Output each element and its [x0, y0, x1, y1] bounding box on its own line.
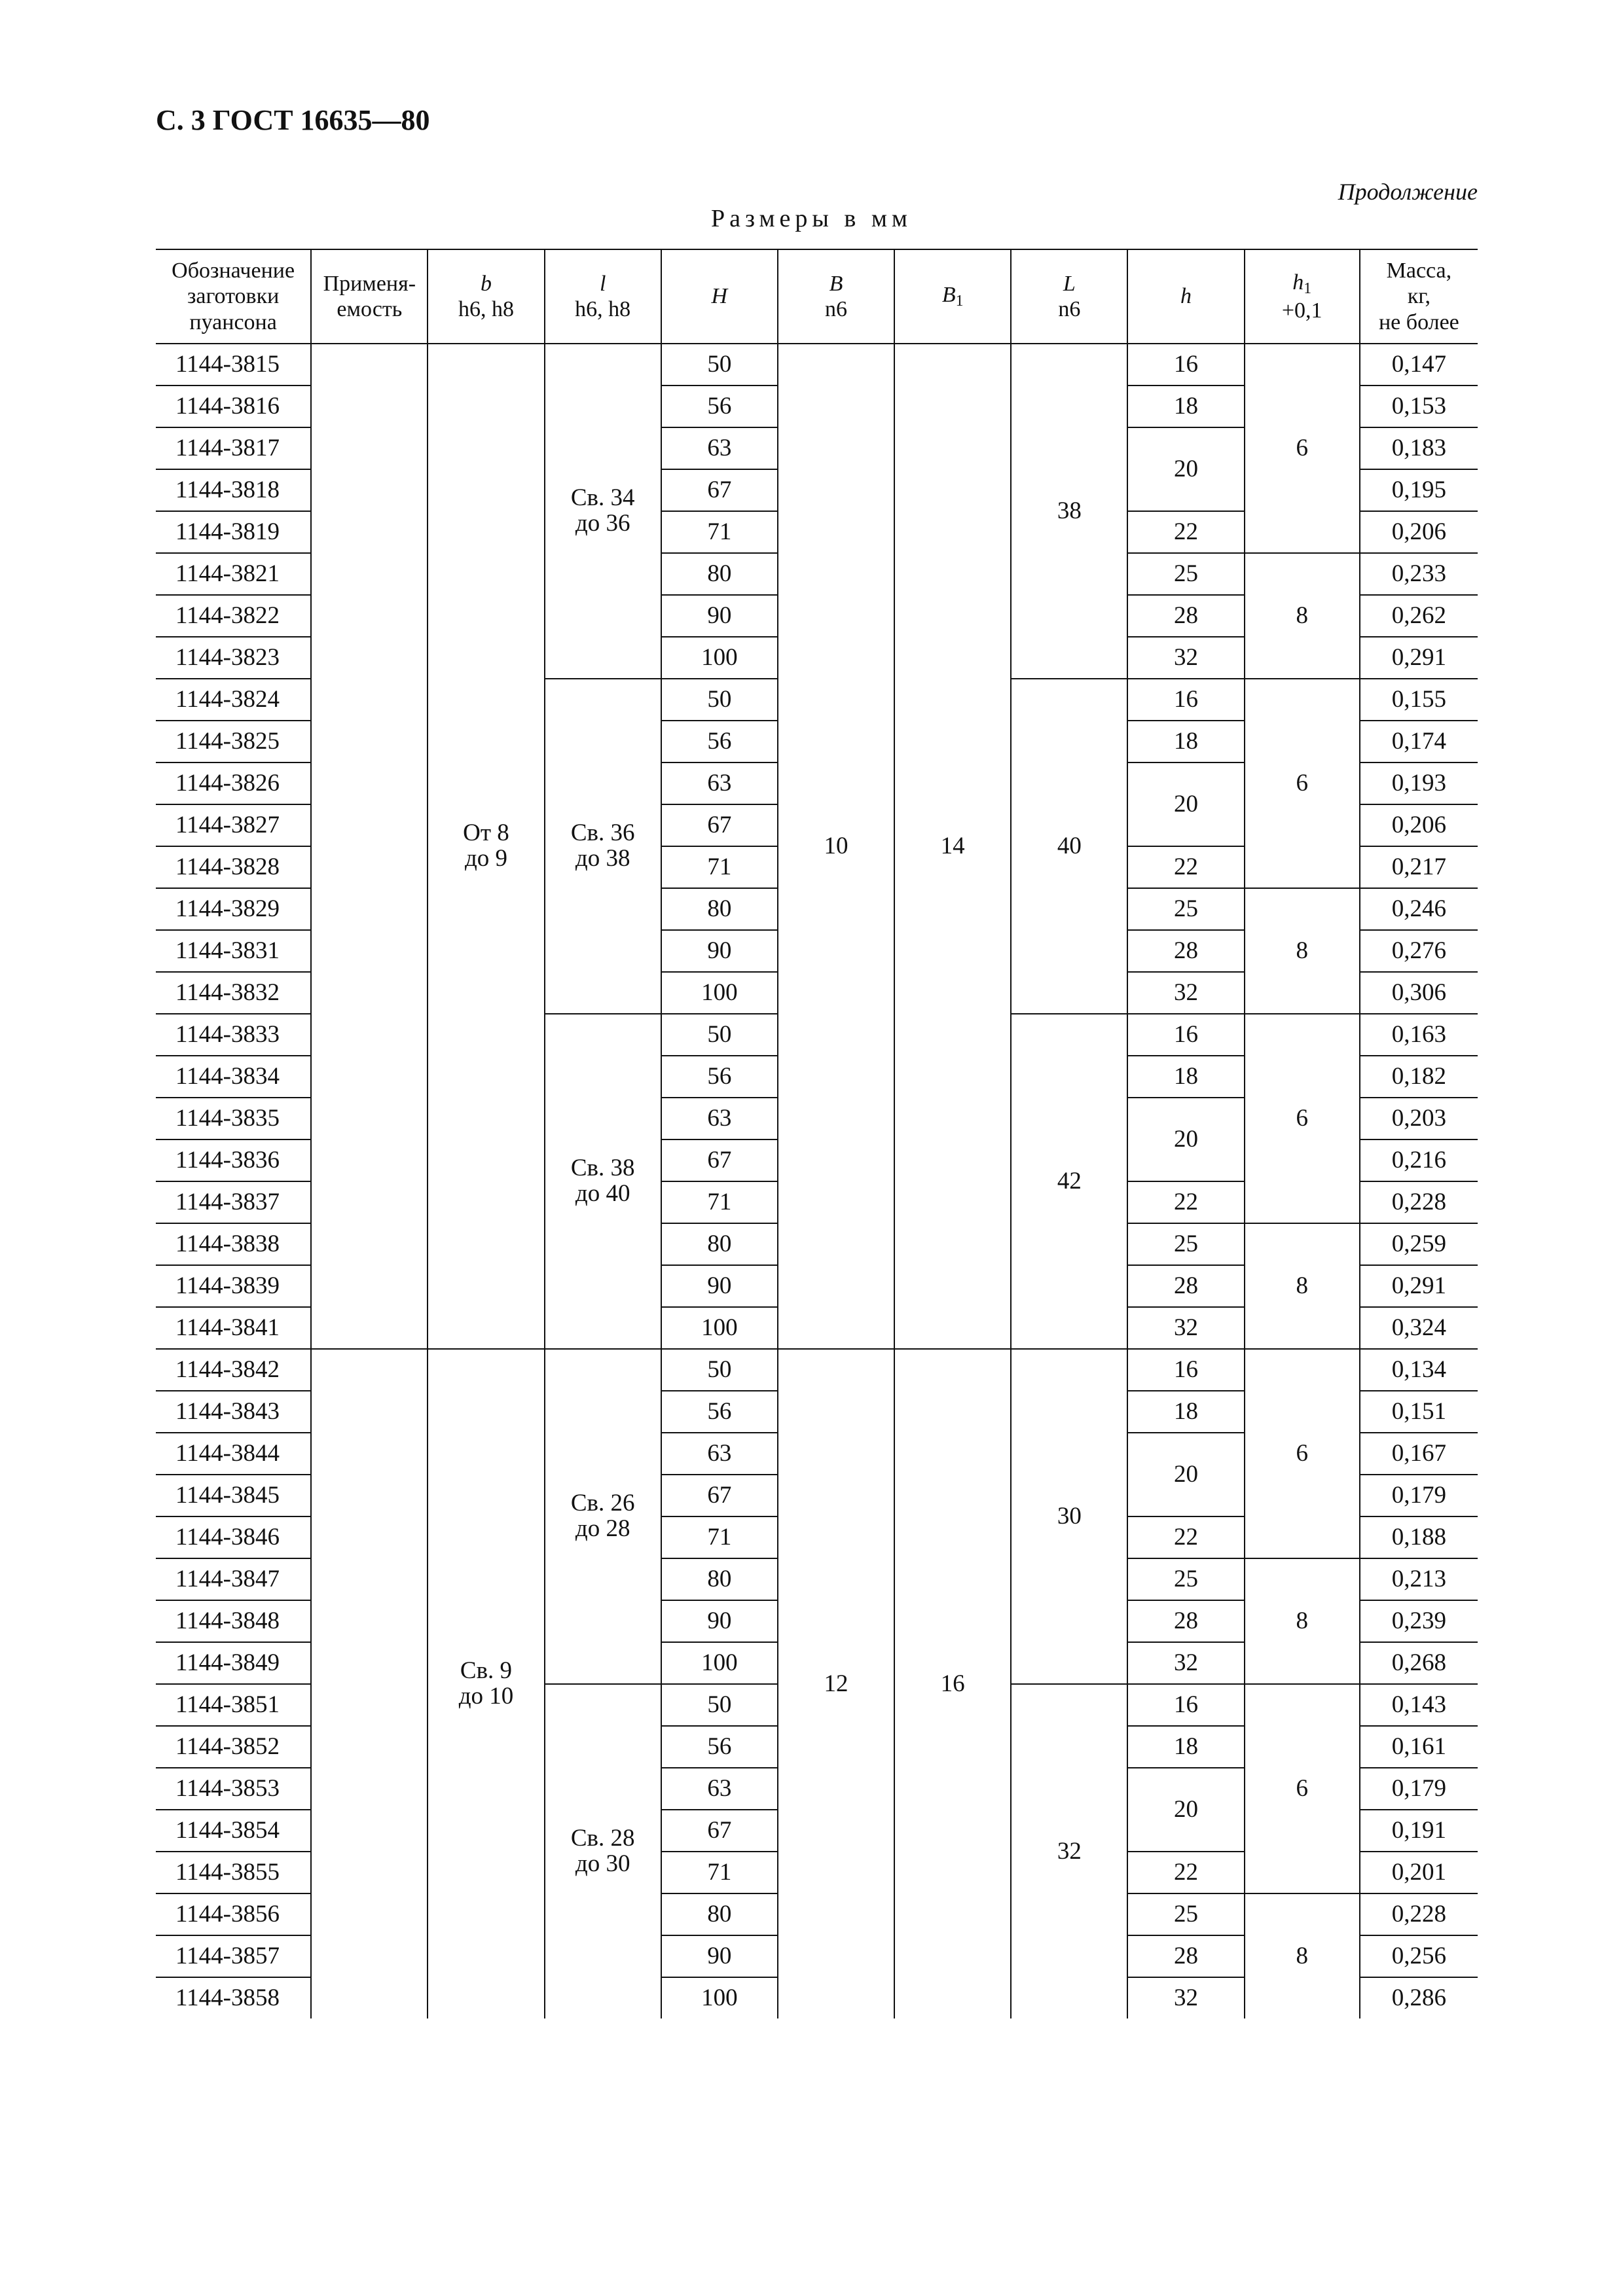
H-cell: 63	[661, 1768, 778, 1810]
l-cell: Св. 36 до 38	[545, 679, 661, 1014]
mass-cell: 0,188	[1360, 1516, 1478, 1558]
designation-cell: 1144-3841	[156, 1307, 311, 1349]
mass-cell: 0,134	[1360, 1349, 1478, 1391]
H-cell: 90	[661, 595, 778, 637]
mass-cell: 0,163	[1360, 1014, 1478, 1056]
mass-cell: 0,259	[1360, 1223, 1478, 1265]
designation-cell: 1144-3853	[156, 1768, 311, 1810]
col-B-header: B n6	[778, 249, 894, 344]
H-cell: 80	[661, 1558, 778, 1600]
col-designation-header: Обозначение заготовки пуансона	[156, 249, 311, 344]
table-row	[156, 344, 1478, 386]
mass-cell: 0,268	[1360, 1642, 1478, 1684]
H-cell: 67	[661, 469, 778, 511]
designation-cell: 1144-3838	[156, 1223, 311, 1265]
designation-cell: 1144-3817	[156, 427, 311, 469]
designation-cell: 1144-3857	[156, 1935, 311, 1977]
h-cell: 28	[1127, 1265, 1244, 1307]
h-cell: 22	[1127, 1516, 1244, 1558]
h1-cell: 6	[1245, 1014, 1360, 1223]
designation-cell: 1144-3828	[156, 846, 311, 888]
H-cell: 80	[661, 553, 778, 595]
B1-cell: 14	[894, 344, 1011, 1349]
h-cell: 28	[1127, 930, 1244, 972]
h-cell: 20	[1127, 427, 1244, 511]
designation-cell: 1144-3836	[156, 1139, 311, 1181]
mass-cell: 0,193	[1360, 762, 1478, 804]
H-cell: 67	[661, 1810, 778, 1852]
H-cell: 50	[661, 1014, 778, 1056]
h-cell: 18	[1127, 721, 1244, 762]
continuation-label: Продолжение	[1338, 179, 1478, 205]
mass-cell: 0,228	[1360, 1181, 1478, 1223]
L-cell: 30	[1011, 1349, 1127, 1684]
h-cell: 22	[1127, 1181, 1244, 1223]
mass-cell: 0,324	[1360, 1307, 1478, 1349]
mass-cell: 0,306	[1360, 972, 1478, 1014]
h-cell: 22	[1127, 846, 1244, 888]
mass-cell: 0,233	[1360, 553, 1478, 595]
b-cell: От 8 до 9	[428, 344, 544, 1349]
designation-cell: 1144-3818	[156, 469, 311, 511]
mass-cell: 0,179	[1360, 1475, 1478, 1516]
mass-cell: 0,228	[1360, 1893, 1478, 1935]
h-cell: 20	[1127, 762, 1244, 846]
designation-cell: 1144-3825	[156, 721, 311, 762]
H-cell: 90	[661, 1935, 778, 1977]
h-cell: 28	[1127, 595, 1244, 637]
mass-cell: 0,203	[1360, 1098, 1478, 1139]
h-cell: 25	[1127, 888, 1244, 930]
designation-cell: 1144-3854	[156, 1810, 311, 1852]
l-cell: Св. 28 до 30	[545, 1684, 661, 2018]
H-cell: 100	[661, 972, 778, 1014]
designation-cell: 1144-3826	[156, 762, 311, 804]
L-cell: 42	[1011, 1014, 1127, 1349]
h-cell: 22	[1127, 1852, 1244, 1893]
designation-cell: 1144-3831	[156, 930, 311, 972]
H-cell: 100	[661, 1307, 778, 1349]
mass-cell: 0,246	[1360, 888, 1478, 930]
mass-cell: 0,291	[1360, 637, 1478, 679]
h-cell: 18	[1127, 386, 1244, 427]
col-applicability-header: Применя- емость	[311, 249, 428, 344]
l-cell: Св. 38 до 40	[545, 1014, 661, 1349]
mass-cell: 0,216	[1360, 1139, 1478, 1181]
mass-cell: 0,276	[1360, 930, 1478, 972]
applicability-cell	[311, 344, 428, 1349]
H-cell: 63	[661, 762, 778, 804]
table-row	[156, 1349, 1478, 1391]
designation-cell: 1144-3851	[156, 1684, 311, 1726]
h-cell: 18	[1127, 1056, 1244, 1098]
H-cell: 71	[661, 846, 778, 888]
designation-cell: 1144-3845	[156, 1475, 311, 1516]
mass-cell: 0,262	[1360, 595, 1478, 637]
designation-cell: 1144-3837	[156, 1181, 311, 1223]
designation-cell: 1144-3816	[156, 386, 311, 427]
designation-cell: 1144-3848	[156, 1600, 311, 1642]
L-cell: 38	[1011, 344, 1127, 679]
h1-cell: 8	[1245, 553, 1360, 679]
mass-cell: 0,147	[1360, 344, 1478, 386]
H-cell: 67	[661, 1139, 778, 1181]
designation-cell: 1144-3819	[156, 511, 311, 553]
units-note: Размеры в мм	[711, 205, 912, 232]
H-cell: 50	[661, 344, 778, 386]
mass-cell: 0,183	[1360, 427, 1478, 469]
mass-cell: 0,213	[1360, 1558, 1478, 1600]
H-cell: 56	[661, 1056, 778, 1098]
col-l-header: l h6, h8	[545, 249, 661, 344]
mass-cell: 0,195	[1360, 469, 1478, 511]
H-cell: 100	[661, 1977, 778, 2018]
designation-cell: 1144-3829	[156, 888, 311, 930]
mass-cell: 0,167	[1360, 1433, 1478, 1475]
col-B1-header: $B_1$	[894, 249, 1011, 344]
B-cell: 12	[778, 1349, 894, 2018]
l-cell: Св. 26 до 28	[545, 1349, 661, 1684]
H-cell: 63	[661, 1098, 778, 1139]
h1-cell: 8	[1245, 888, 1360, 1014]
H-cell: 80	[661, 888, 778, 930]
H-cell: 90	[661, 930, 778, 972]
H-cell: 63	[661, 1433, 778, 1475]
mass-cell: 0,256	[1360, 1935, 1478, 1977]
mass-cell: 0,153	[1360, 386, 1478, 427]
H-cell: 56	[661, 721, 778, 762]
designation-cell: 1144-3852	[156, 1726, 311, 1768]
designation-cell: 1144-3843	[156, 1391, 311, 1433]
mass-cell: 0,217	[1360, 846, 1478, 888]
h-cell: 20	[1127, 1098, 1244, 1181]
mass-cell: 0,155	[1360, 679, 1478, 721]
h-cell: 18	[1127, 1726, 1244, 1768]
l-cell: Св. 34 до 36	[545, 344, 661, 679]
h-cell: 16	[1127, 1684, 1244, 1726]
mass-cell: 0,201	[1360, 1852, 1478, 1893]
H-cell: 100	[661, 1642, 778, 1684]
col-mass-header: Масса, кг, не более	[1360, 249, 1478, 344]
h-cell: 16	[1127, 344, 1244, 386]
H-cell: 50	[661, 1684, 778, 1726]
h1-cell: 6	[1245, 344, 1360, 553]
B-cell: 10	[778, 344, 894, 1349]
H-cell: 56	[661, 1726, 778, 1768]
H-cell: 50	[661, 679, 778, 721]
h-cell: 16	[1127, 1014, 1244, 1056]
h-cell: 32	[1127, 1977, 1244, 2018]
mass-cell: 0,291	[1360, 1265, 1478, 1307]
designation-cell: 1144-3858	[156, 1977, 311, 2018]
h1-cell: 6	[1245, 679, 1360, 888]
col-h1-header: $h_1$ +0,1	[1245, 249, 1360, 344]
designation-cell: 1144-3839	[156, 1265, 311, 1307]
col-b-header: b h6, h8	[428, 249, 544, 344]
h-cell: 25	[1127, 1223, 1244, 1265]
designation-cell: 1144-3856	[156, 1893, 311, 1935]
designation-cell: 1144-3844	[156, 1433, 311, 1475]
mass-cell: 0,174	[1360, 721, 1478, 762]
h-cell: 32	[1127, 1642, 1244, 1684]
h-cell: 20	[1127, 1433, 1244, 1516]
h-cell: 25	[1127, 553, 1244, 595]
h-cell: 28	[1127, 1935, 1244, 1977]
b-cell: Св. 9 до 10	[428, 1349, 544, 2018]
designation-cell: 1144-3827	[156, 804, 311, 846]
h1-cell: 6	[1245, 1684, 1360, 1893]
designation-cell: 1144-3815	[156, 344, 311, 386]
H-cell: 90	[661, 1600, 778, 1642]
designation-cell: 1144-3855	[156, 1852, 311, 1893]
mass-cell: 0,206	[1360, 804, 1478, 846]
h-cell: 25	[1127, 1893, 1244, 1935]
table-header-row	[156, 249, 1478, 344]
h-cell: 28	[1127, 1600, 1244, 1642]
designation-cell: 1144-3824	[156, 679, 311, 721]
designation-cell: 1144-3822	[156, 595, 311, 637]
H-cell: 71	[661, 1181, 778, 1223]
col-L-header: L n6	[1011, 249, 1127, 344]
mass-cell: 0,191	[1360, 1810, 1478, 1852]
mass-cell: 0,143	[1360, 1684, 1478, 1726]
h-cell: 16	[1127, 679, 1244, 721]
H-cell: 67	[661, 804, 778, 846]
h-cell: 32	[1127, 1307, 1244, 1349]
H-cell: 71	[661, 1516, 778, 1558]
mass-cell: 0,179	[1360, 1768, 1478, 1810]
h-cell: 22	[1127, 511, 1244, 553]
H-cell: 71	[661, 1852, 778, 1893]
dimensions-table	[156, 249, 1478, 2018]
page-title: С. 3 ГОСТ 16635—80	[156, 104, 430, 136]
designation-cell: 1144-3849	[156, 1642, 311, 1684]
H-cell: 80	[661, 1223, 778, 1265]
h-cell: 25	[1127, 1558, 1244, 1600]
H-cell: 67	[661, 1475, 778, 1516]
h1-cell: 6	[1245, 1349, 1360, 1558]
mass-cell: 0,182	[1360, 1056, 1478, 1098]
H-cell: 71	[661, 511, 778, 553]
designation-cell: 1144-3833	[156, 1014, 311, 1056]
h1-cell: 8	[1245, 1223, 1360, 1349]
L-cell: 32	[1011, 1684, 1127, 2018]
designation-cell: 1144-3821	[156, 553, 311, 595]
mass-cell: 0,286	[1360, 1977, 1478, 2018]
designation-cell: 1144-3842	[156, 1349, 311, 1391]
L-cell: 40	[1011, 679, 1127, 1014]
designation-cell: 1144-3846	[156, 1516, 311, 1558]
col-h-header: h	[1127, 249, 1244, 344]
designation-cell: 1144-3832	[156, 972, 311, 1014]
H-cell: 100	[661, 637, 778, 679]
h-cell: 32	[1127, 637, 1244, 679]
h1-cell: 8	[1245, 1558, 1360, 1684]
H-cell: 90	[661, 1265, 778, 1307]
col-H-header: H	[661, 249, 778, 344]
H-cell: 50	[661, 1349, 778, 1391]
h-cell: 32	[1127, 972, 1244, 1014]
designation-cell: 1144-3847	[156, 1558, 311, 1600]
h-cell: 20	[1127, 1768, 1244, 1852]
designation-cell: 1144-3823	[156, 637, 311, 679]
mass-cell: 0,206	[1360, 511, 1478, 553]
mass-cell: 0,151	[1360, 1391, 1478, 1433]
applicability-cell	[311, 1349, 428, 2018]
H-cell: 56	[661, 1391, 778, 1433]
h1-cell: 8	[1245, 1893, 1360, 2018]
h-cell: 18	[1127, 1391, 1244, 1433]
mass-cell: 0,161	[1360, 1726, 1478, 1768]
h-cell: 16	[1127, 1349, 1244, 1391]
designation-cell: 1144-3835	[156, 1098, 311, 1139]
H-cell: 80	[661, 1893, 778, 1935]
H-cell: 56	[661, 386, 778, 427]
mass-cell: 0,239	[1360, 1600, 1478, 1642]
designation-cell: 1144-3834	[156, 1056, 311, 1098]
B1-cell: 16	[894, 1349, 1011, 2018]
H-cell: 63	[661, 427, 778, 469]
